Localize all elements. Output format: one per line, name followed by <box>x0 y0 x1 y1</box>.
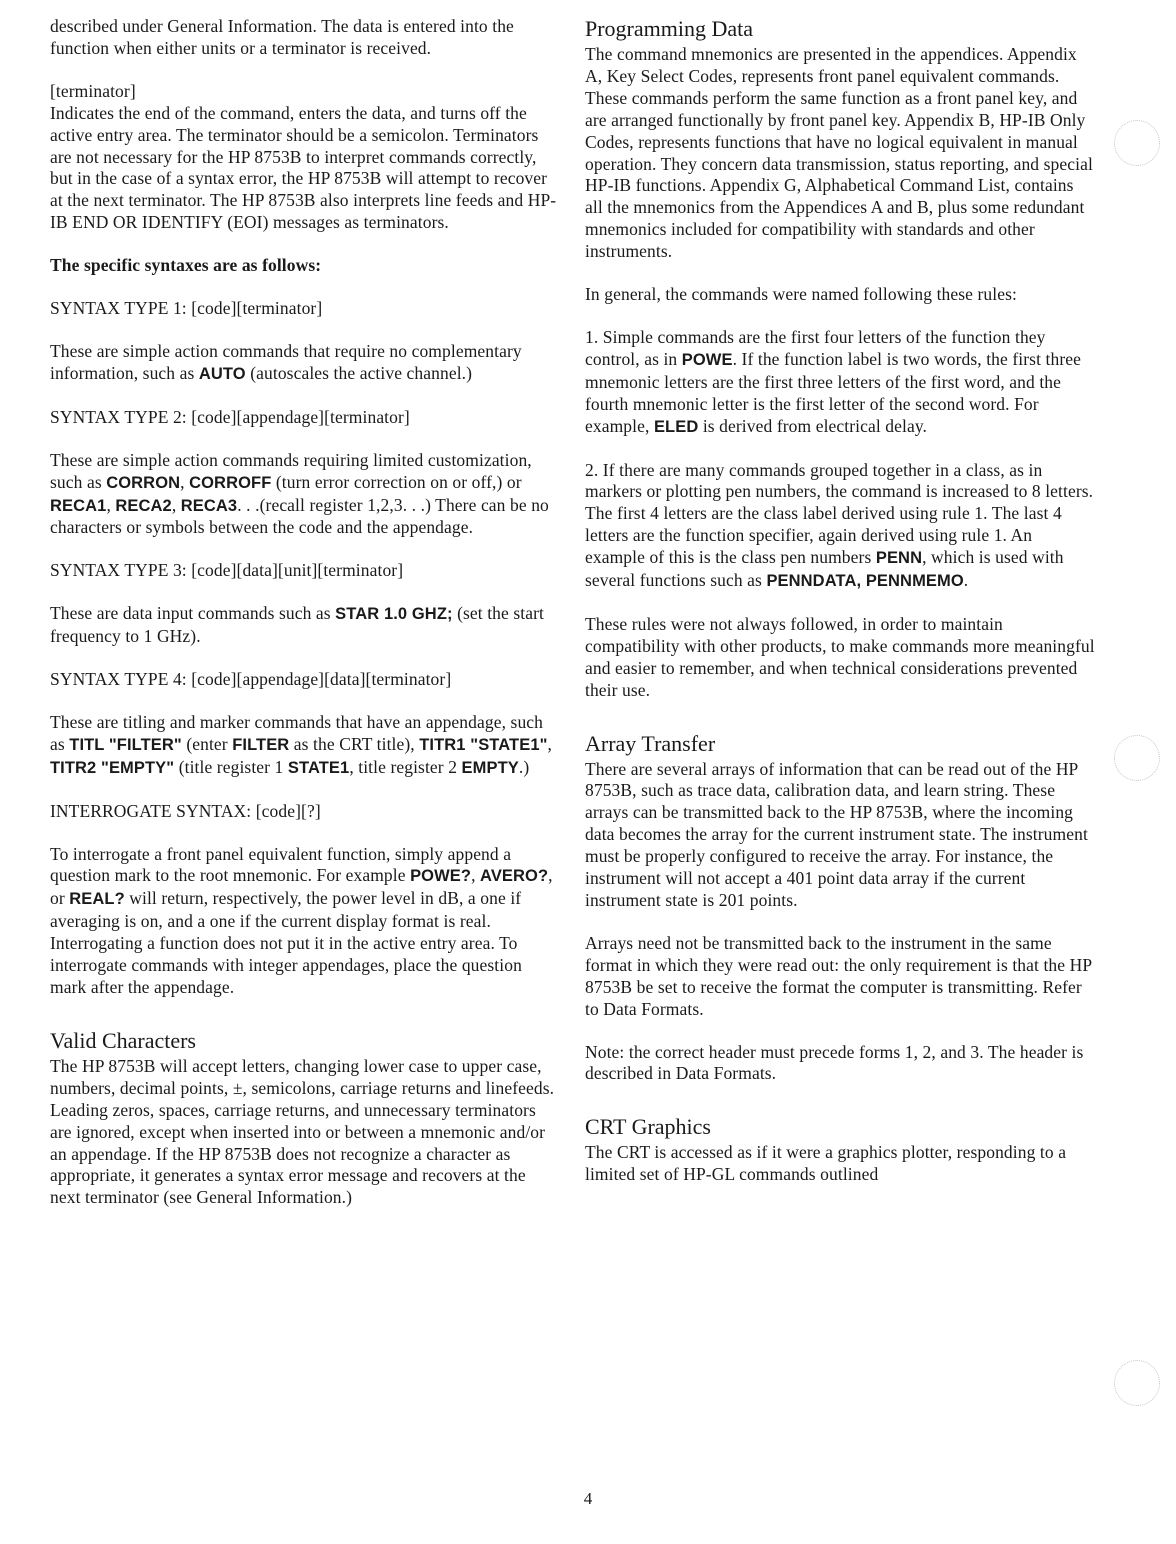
mnemonic-eled: ELED <box>653 417 699 436</box>
mnemonic-avero-query: AVERO? <box>480 867 549 886</box>
array-transfer-paragraph: There are several arrays of information that can be read out of the HP 8753B, such as trace data, calibration data, and learn string. These arrays can be transmitted back to the HP 8753B, where the incoming data becomes the array for the current instrument state. The instrument must be properly configured to receive the array. For instance, the instrument will not accept a 401 point data array if the current instrument state is 201 points. <box>585 758 1088 910</box>
valid-characters-heading: Valid Characters <box>50 1027 196 1053</box>
naming-rules-intro: In general, the commands were named following these rules: <box>585 284 1017 305</box>
text-run: , <box>171 494 181 515</box>
left-column <box>50 16 560 1209</box>
crt-graphics-heading: CRT Graphics <box>585 1114 711 1140</box>
mnemonic-penn: PENN <box>875 549 923 568</box>
header-note-paragraph: Note: the correct header must precede forms 1, 2, and 3. The header is described in Data Formats. <box>585 1041 1084 1084</box>
naming-rule-1 <box>585 327 1095 439</box>
text-run: , <box>106 494 116 515</box>
binder-hole-bottom <box>1114 1360 1160 1406</box>
array-transfer-heading: Array Transfer <box>585 730 716 756</box>
text-run: (enter <box>181 733 233 754</box>
text-run: . . .(recall register 1,2,3. . .) There can be no characters or symbols between the code and the appendage. <box>50 494 549 538</box>
text-run: (turn error correction on or off,) or <box>271 471 522 492</box>
syntax-type-3-label: SYNTAX TYPE 3: [code][data][unit][terminator] <box>50 560 404 581</box>
interrogate-syntax-label: INTERROGATE SYNTAX: [code][?] <box>50 800 321 821</box>
terminator-description: Indicates the end of the command, enters the data, and turns off the active entry area. The terminator should be a semicolon. Terminators are not necessary for the HP 8753B to interpret commands correctly, but in the case of a syntax error, the HP 8753B will attempt to recover at the next terminator. The HP 8753B also interprets line feeds and HP-IB END OR IDENTIFY (EOI) messages as terminators. <box>50 102 557 233</box>
text-run: These are titling and marker commands that have an appendage, such as <box>50 711 544 754</box>
naming-rule-2 <box>585 460 1095 593</box>
intro-continued-paragraph: described under General Information. The data is entered into the function when either units or a terminator is received. <box>50 16 514 58</box>
terminator-paragraph <box>50 81 560 234</box>
text-run: is derived from electrical delay. <box>698 415 928 436</box>
binder-hole-middle <box>1114 735 1160 781</box>
mnemonic-reca1: RECA1 <box>50 496 107 515</box>
mnemonic-empty: EMPTY <box>461 758 519 777</box>
text-run: .) <box>518 756 530 777</box>
text-run: These are data input commands such as <box>50 603 336 624</box>
mnemonic-corroff: CORROFF <box>189 473 272 492</box>
arrays-format-paragraph: Arrays need not be transmitted back to the instrument in the same format in which they were read out: the only requirement is that the HP 8753B be set to receive the format the computer is transmitting. Refer to Data Formats. <box>585 932 1092 1019</box>
text-run: To interrogate a front panel equivalent function, simply append a question mark to the root mnemonic. For example <box>50 843 512 886</box>
valid-characters-paragraph: The HP 8753B will accept letters, changing lower case to upper case, numbers, decimal points, ±, semicolons, carriage returns and linefeeds. Leading zeros, spaces, carriage returns, and unnecessary terminators are ignored, except when inserted into or between a mnemonic and/or an appendage. If the HP 8753B does not recognize a character as appropriate, it generates a syntax error message and recovers at the next terminator (see General Information.) <box>50 1055 555 1208</box>
syntax-type-2-description <box>50 450 560 540</box>
page-number: 4 <box>583 1489 593 1508</box>
mnemonic-powe-query: POWE? <box>410 867 472 886</box>
text-run: . If the function label is two words, the first three mnemonic letters are the first three letters of the first word, and the fourth mnemonic letter is the first letter of the second word. For example, <box>585 348 1081 436</box>
text-run: , <box>547 733 553 754</box>
mnemonic-reca3: RECA3 <box>180 496 238 515</box>
text-run: (set the start frequency to 1 GHz). <box>50 603 544 647</box>
interrogate-description <box>50 844 560 999</box>
programming-data-heading: Programming Data <box>585 16 754 41</box>
text-run: , or <box>50 865 553 909</box>
mnemonic-filter: FILTER <box>232 735 290 754</box>
mnemonic-reca2: RECA2 <box>115 496 172 515</box>
text-run: (title register 1 <box>174 756 288 777</box>
text-run: (autoscales the active channel.) <box>245 362 473 383</box>
mnemonic-star: STAR 1.0 GHZ; <box>335 605 453 624</box>
text-run: 2. If there are many commands grouped together in a class, as in markers or plotting pen numbers, the command is increased to 8 letters. The first 4 letters are the class label derived using rule 1. The last 4 letters are the function specifier, again derived using rule 1. An example of this is the class pen numbers <box>585 459 1094 568</box>
mnemonic-titr2: TITR2 "EMPTY" <box>50 758 175 777</box>
syntax-type-1-description <box>50 341 560 386</box>
syntax-type-2-label: SYNTAX TYPE 2: [code][appendage][terminator] <box>50 406 410 427</box>
programming-data-paragraph: The command mnemonics are presented in the appendices. Appendix A, Key Select Codes, represents front panel equivalent commands. These commands perform the same function as a front panel key, and are arranged functionally by front panel key. Appendix B, HP-IB Only Codes, represents functions that have no logical equivalent in manual operation. They concern data transmission, status reporting, and special HP-IB functions. Appendix G, Alphabetical Command List, contains all the mnemonics from the Appendices A and B, plus some redundant mnemonics included for compatibility with standards and other instruments. <box>585 44 1093 262</box>
text-run: , <box>180 471 190 492</box>
mnemonic-titl: TITL "FILTER" <box>69 735 182 754</box>
mnemonic-state1: STATE1 <box>287 758 350 777</box>
text-run: , <box>471 865 481 886</box>
mnemonic-powe: POWE <box>681 350 733 369</box>
mnemonic-auto: AUTO <box>198 364 246 383</box>
syntax-type-1-label: SYNTAX TYPE 1: [code][terminator] <box>50 298 323 319</box>
syntax-type-4-label: SYNTAX TYPE 4: [code][appendage][data][terminator] <box>50 669 452 690</box>
syntax-type-3-description <box>50 603 560 648</box>
binder-hole-top <box>1114 120 1160 166</box>
text-run: as the CRT title), <box>289 733 420 754</box>
text-run: These are simple action commands requiring limited customization, such as <box>50 449 532 492</box>
terminator-term: [terminator] <box>50 80 136 101</box>
mnemonic-penndata-pennmemo: PENNDATA, PENNMEMO <box>766 572 964 591</box>
text-run: 1. Simple commands are the first four letters of the function they control, as in <box>585 326 1046 369</box>
text-run: , title register 2 <box>349 756 462 777</box>
rules-exception-paragraph: These rules were not always followed, in order to maintain compatibility with other products, to make commands more meaningful and easier to remember, and when technical considerations prevented their use. <box>585 613 1095 700</box>
mnemonic-real-query: REAL? <box>69 890 125 909</box>
text-run: These are simple action commands that require no complementary information, such as <box>50 340 522 383</box>
syntax-type-4-description <box>50 712 560 780</box>
mnemonic-titr1: TITR1 "STATE1" <box>419 735 548 754</box>
text-run: . <box>963 570 969 591</box>
text-run: will return, respectively, the power level in dB, a one if averaging is on, and a one if the current display format is real. Interrogating a function does not put it in the active entry area. To interrogate commands with integer appendages, place the question mark after the appendage. <box>50 888 522 997</box>
text-run: , which is used with several functions such as <box>585 547 1064 591</box>
mnemonic-corron: CORRON <box>106 473 181 492</box>
specific-syntaxes-heading: The specific syntaxes are as follows: <box>50 255 322 276</box>
right-column <box>585 16 1095 1186</box>
crt-graphics-paragraph: The CRT is accessed as if it were a graphics plotter, responding to a limited set of HP-GL commands outlined <box>585 1142 1067 1185</box>
